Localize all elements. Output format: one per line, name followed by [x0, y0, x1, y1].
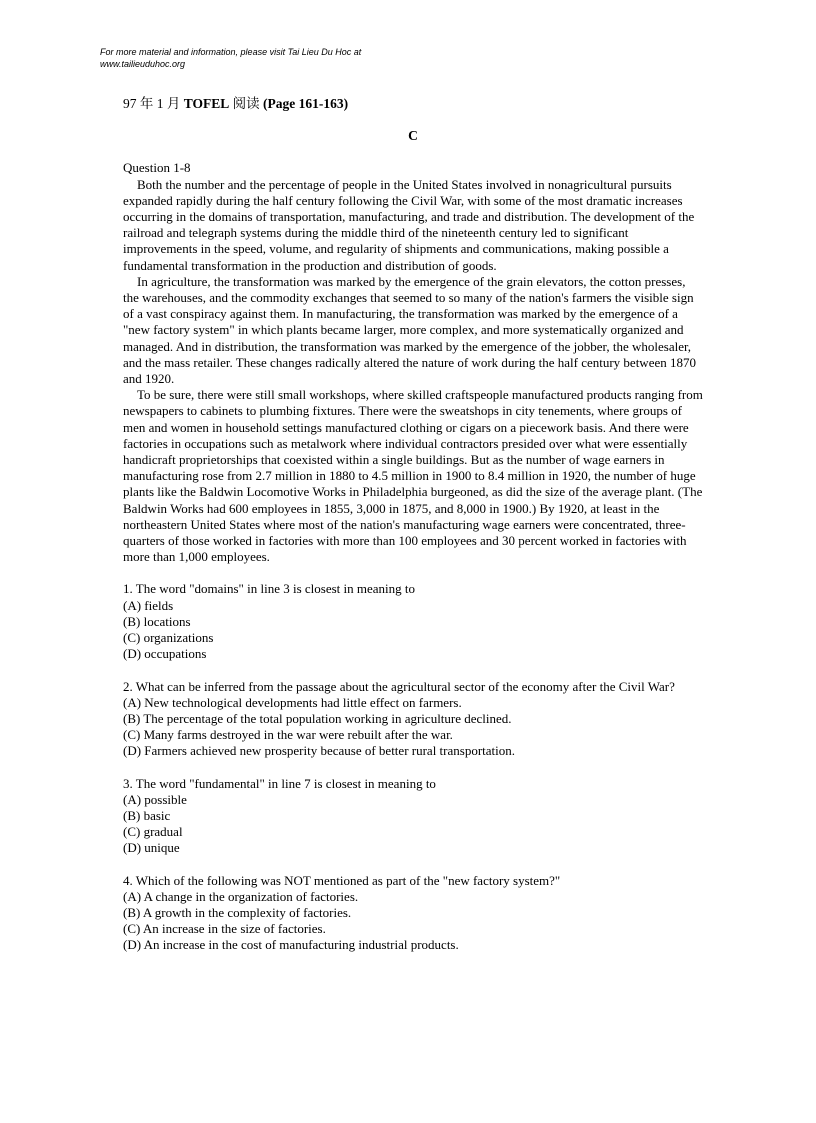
watermark-link[interactable]: www.tailieuduhoc.org: [100, 59, 186, 69]
heading-pages: (Page 161-163): [263, 96, 349, 111]
heading-date: 97 年 1 月: [123, 96, 184, 111]
section-letter: C: [408, 128, 418, 144]
answer-option-c: (C) organizations: [123, 630, 214, 646]
question-stem: 3. The word "fundamental" in line 7 is closest in meaning to: [123, 775, 436, 791]
passage-paragraph-2: In agriculture, the transformation was marked by the emergence of the grain elevators, the cotton presses, the warehouses, and the commodity exchanges that seemed to so many of the nation's farmers the visible sign of a vast conspiracy against them. In manufacturing, the transformation was marked by the emergence of a "new factory system" in which plants became larger, more complex, and more systematically organized and managed. And in distribution, the transformation was marked by the emergence of the jobber, the wholesaler, and the mass retailer. These changes radically altered the nature of work during the half century between 1870 and 1920.: [123, 273, 696, 387]
passage-paragraph-1: Both the number and the percentage of people in the United States involved in nonagricultural pursuits expanded rapidly during the half century following the Civil War, with some of the most dramatic increases occurring in the domains of transportation, manufacturing, and trade and distribution. The development of the railroad and telegraph systems during the middle third of the nineteenth century led to significant improvements in the speed, volume, and regularity of shipments and communications, making possible a fundamental transformation in the production and distribution of goods.: [123, 176, 695, 273]
answer-option-a: (A) possible: [123, 791, 187, 807]
answer-option-d: (D) An increase in the cost of manufacturing industrial products.: [123, 937, 459, 953]
answer-option-b: (B) A growth in the complexity of factories.: [123, 904, 352, 920]
question-3: [123, 776, 703, 857]
page-heading: [123, 96, 703, 112]
passage-paragraph-3: To be sure, there were still small workshops, where skilled craftspeople manufactured products ranging from newspapers to cabinets to plumbing fixtures. There were the sweatshops in city tenements, where groups of men and women in household settings manufactured clothing or cigars on a piecework basis. And there were factories in occupations such as metalwork where individual contractors presided over what were essentially handicraft proprietorships that coexisted within a single buildings. But as the number of wage earners in manufacturing rose from 2.7 million in 1880 to 4.5 million in 1900 to 8.4 million in 1920, the number of huge plants like the Baldwin Locomotive Works in Philadelphia burgeoned, as did the size of the average plant. (The Baldwin Works had 600 employees in 1855, 3,000 in 1875, and 8,000 in 1900.) By 1920, at least in the northeastern United States where most of the nation's manufacturing wage earners were concentrated, three-quarters of those worked in factories with more than 100 employees and 30 percent worked in factories with more than 1,000 employees.: [123, 387, 703, 565]
question-1: [123, 581, 703, 662]
question-2: [123, 679, 703, 760]
answer-option-b: (B) The percentage of the total population working in agriculture declined.: [123, 710, 512, 726]
answer-option-a: (A) fields: [123, 597, 174, 613]
answer-option-d: (D) occupations: [123, 646, 207, 662]
answer-option-b: (B) basic: [123, 807, 171, 823]
reading-passage: [123, 177, 703, 566]
question-stem: 1. The word "domains" in line 3 is closest in meaning to: [123, 581, 416, 597]
question-stem: 2. What can be inferred from the passage about the agricultural sector of the economy after the Civil War?: [123, 678, 675, 694]
answer-option-c: (C) An increase in the size of factories.: [123, 921, 326, 937]
heading-tofel: TOFEL: [183, 96, 230, 111]
watermark: [100, 46, 361, 70]
heading-reading: 阅读: [229, 96, 264, 111]
answer-option-c: (C) Many farms destroyed in the war were rebuilt after the war.: [123, 727, 453, 743]
answer-option-d: (D) Farmers achieved new prosperity because of better rural transportation.: [123, 743, 516, 759]
answer-option-a: (A) New technological developments had little effect on farmers.: [123, 694, 462, 710]
answer-option-d: (D) unique: [123, 840, 180, 856]
watermark-line-1: For more material and information, please visit Tai Lieu Du Hoc at: [100, 47, 362, 57]
question-4: [123, 873, 703, 954]
answer-option-c: (C) gradual: [123, 824, 183, 840]
document-body: [123, 96, 703, 954]
question-range-label: Question 1-8: [123, 160, 191, 176]
answer-option-a: (A) A change in the organization of factories.: [123, 888, 359, 904]
answer-option-b: (B) locations: [123, 613, 191, 629]
question-stem: 4. Which of the following was NOT mentioned as part of the "new factory system?": [123, 872, 561, 888]
